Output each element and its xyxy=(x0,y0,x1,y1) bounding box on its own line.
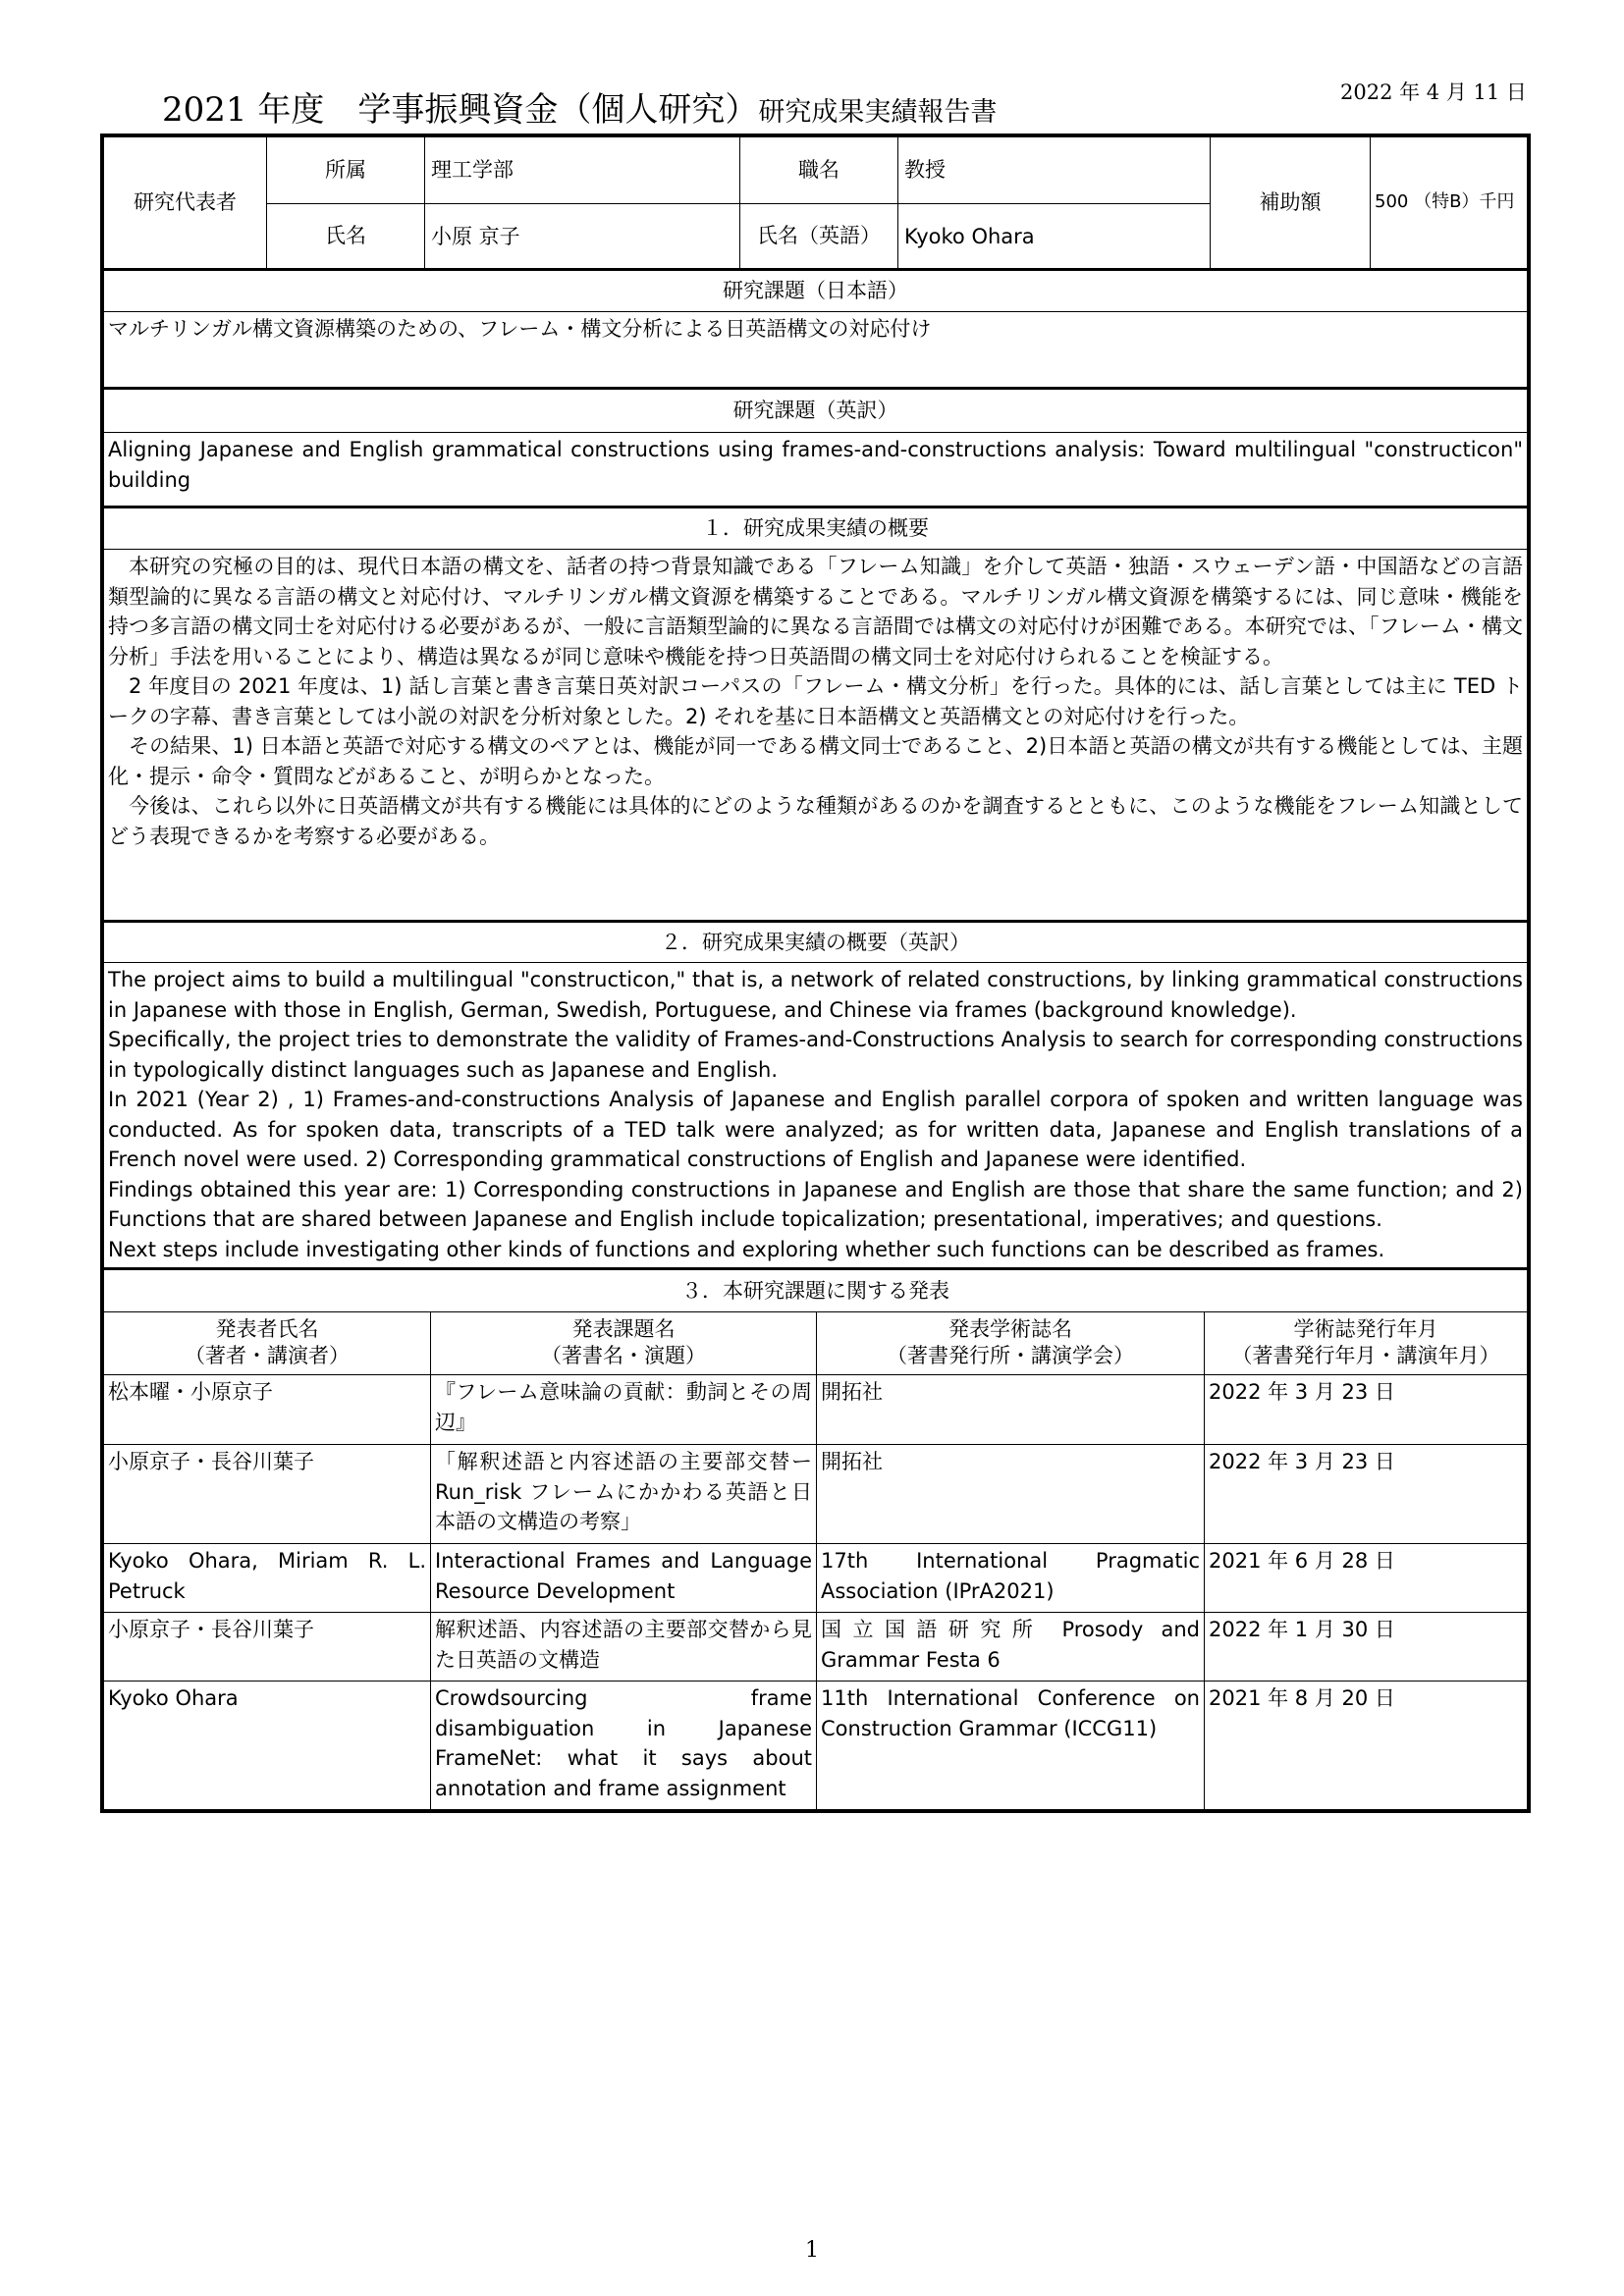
table-cell-venue: 17th International Pragmatic Association (IPrA2021) xyxy=(817,1544,1205,1613)
name-en-label: 氏名（英語） xyxy=(740,204,898,271)
column-header-line: 発表課題名 xyxy=(571,1317,676,1341)
document-title xyxy=(162,82,997,131)
table-cell-title: 解釈述語、内容述語の主要部交替から見た日英語の文構造 xyxy=(431,1613,817,1682)
column-header-line: 学術誌発行年月 xyxy=(1293,1317,1438,1341)
column-header-line: 発表学術誌名 xyxy=(948,1317,1072,1341)
table-cell-title: 「解釈述語と内容述語の主要部交替ー Run_risk フレームにかかわる英語と日本語の文構造の考察」 xyxy=(431,1445,817,1544)
table-cell-venue: 国立国語研究所 Prosody and Grammar Festa 6 xyxy=(817,1613,1205,1682)
position-value: 教授 xyxy=(898,137,1211,204)
summary-ja-paragraph: 今後は、これら以外に日英語構文が共有する機能には具体的にどのような種類があるのかを調査するとともに、このような機能をフレーム知識としてどう表現できるかを考察する必要がある。 xyxy=(108,794,1523,848)
column-header-line: （著書発行所・講演学会） xyxy=(887,1344,1134,1367)
name-value: 小原 京子 xyxy=(425,204,740,271)
table-cell-title: Interactional Frames and Language Resource Development xyxy=(431,1544,817,1613)
summary-ja-paragraph: その結果、1) 日本語と英語で対応する構文のペアとは、機能が同一である構文同士であること、2)日本語と英語の構文が共有する機能としては、主題化・提示・命令・質問などがあること、が明らかとなった。 xyxy=(108,734,1523,788)
report-form xyxy=(100,133,1531,1813)
summary-ja-paragraph: 2 年度目の 2021 年度は、1) 話し言葉と書き言葉日英対訳コーパスの「フレーム・構文分析」を行った。具体的には、話し言葉としては主に TED トークの字幕、書き言葉としては小説の対訳を分析対象とした。2) それを基に日本語構文と英語構文との対応付けを行った。 xyxy=(108,674,1523,728)
summary-en-paragraph: The project aims to build a multilingual "constructicon," that is, a network of related constructions, by linking grammatical constructions in Japanese with those in English, German, Swedish, Portuguese, and Chinese via frames (background knowledge). xyxy=(108,968,1523,1022)
presentations-header: ３．本研究課題に関する発表 xyxy=(104,1270,1527,1312)
table-cell-date: 2022 年 3 月 23 日 xyxy=(1205,1375,1527,1445)
column-header-venue xyxy=(817,1312,1205,1375)
representative-label: 研究代表者 xyxy=(104,137,267,271)
table-cell-title: Crowdsourcing frame disambiguation in Japanese FrameNet: what it says about annotation and frame assignment xyxy=(431,1682,817,1812)
topic-en-header: 研究課題（英訳） xyxy=(104,390,1527,433)
page-number: 1 xyxy=(805,2238,819,2263)
column-header-line: （著者・講演者） xyxy=(185,1344,350,1367)
summary-en-body xyxy=(104,963,1527,1270)
topic-ja-header: 研究課題（日本語） xyxy=(104,271,1527,312)
name-label: 氏名 xyxy=(267,204,425,271)
table-cell-presenter: 小原京子・長谷川葉子 xyxy=(104,1445,431,1544)
affiliation-label: 所属 xyxy=(267,137,425,204)
table-cell-date: 2022 年 3 月 23 日 xyxy=(1205,1445,1527,1544)
table-cell-venue: 11th International Conference on Construction Grammar (ICCG11) xyxy=(817,1682,1205,1812)
title-sub: 研究成果実績報告書 xyxy=(758,97,998,128)
column-header-line: （著書名・演題） xyxy=(541,1344,706,1367)
table-cell-presenter: Kyoko Ohara, Miriam R. L. Petruck xyxy=(104,1544,431,1613)
affiliation-value: 理工学部 xyxy=(425,137,740,204)
summary-ja-paragraph: 本研究の究極の目的は、現代日本語の構文を、話者の持つ背景知識である「フレーム知識」を介して英語・独語・スウェーデン語・中国語などの言語類型論的に異なる言語の構文と対応付け、マルチリンガル構文資源を構築することである。マルチリンガル構文資源を構築するには、同じ意味・機能を持つ多言語の構文同士を対応付ける必要があるが、一般に言語類型論的に異なる言語間では構文の対応付けが困難である。本研究では、「フレーム・構文分析」手法を用いることにより、構造は異なるが同じ意味や機能を持つ日英語間の構文同士を対応付けられることを検証する。 xyxy=(108,555,1523,668)
summary-en-paragraph: Findings obtained this year are: 1) Corresponding constructions in Japanese and English are those that share the same function; and 2) Functions that are shared between Japanese and English include topicalization; presentational, imperatives; and questions. xyxy=(108,1177,1523,1231)
grant-value: 500 （特B）千円 xyxy=(1371,137,1527,271)
table-cell-date: 2022 年 1 月 30 日 xyxy=(1205,1613,1527,1682)
name-en-value: Kyoko Ohara xyxy=(898,204,1211,271)
column-header-line: （著書発行年月・講演年月） xyxy=(1231,1344,1500,1367)
table-cell-presenter: Kyoko Ohara xyxy=(104,1682,431,1812)
title-main: 2021 年度 学事振興資金（個人研究） xyxy=(162,90,759,130)
table-cell-title: 『フレーム意味論の貢献：動詞とその周辺』 xyxy=(431,1375,817,1445)
column-header-title xyxy=(431,1312,817,1375)
column-header-presenter xyxy=(104,1312,431,1375)
table-cell-date: 2021 年 6 月 28 日 xyxy=(1205,1544,1527,1613)
summary-en-header: ２．研究成果実績の概要（英訳） xyxy=(104,923,1527,963)
table-cell-venue: 開拓社 xyxy=(817,1375,1205,1445)
summary-en-paragraph: In 2021 (Year 2) , 1) Frames-and-constructions Analysis of Japanese and English parallel corpora of spoken and written language was conducted. As for spoken data, transcripts of a TED talk were analyzed; as for written data, Japanese and English translations of a French novel were used. 2) Corresponding grammatical constructions of English and Japanese were identified. xyxy=(108,1088,1523,1171)
report-date: 2022 年 4 月 11 日 xyxy=(1340,80,1527,104)
column-header-line: 発表者氏名 xyxy=(215,1317,319,1341)
column-header-date xyxy=(1205,1312,1527,1375)
position-label: 職名 xyxy=(740,137,898,204)
table-cell-presenter: 小原京子・長谷川葉子 xyxy=(104,1613,431,1682)
table-cell-venue: 開拓社 xyxy=(817,1445,1205,1544)
grant-label: 補助額 xyxy=(1211,137,1371,271)
summary-ja-header: １．研究成果実績の概要 xyxy=(104,508,1527,550)
topic-en-text: Aligning Japanese and English grammatical constructions using frames-and-constructions analysis: Toward multilingual "constructicon" building xyxy=(104,433,1527,508)
summary-ja-body xyxy=(104,550,1527,923)
table-cell-date: 2021 年 8 月 20 日 xyxy=(1209,1686,1395,1710)
table-cell-presenter: 松本曜・小原京子 xyxy=(104,1375,431,1445)
topic-ja-text: マルチリンガル構文資源構築のための、フレーム・構文分析による日英語構文の対応付け xyxy=(104,312,1527,390)
summary-en-paragraph: Next steps include investigating other kinds of functions and exploring whether such functions can be described as frames. xyxy=(108,1237,1385,1261)
summary-en-paragraph: Specifically, the project tries to demonstrate the validity of Frames-and-Constructions Analysis to search for corresponding constructions in typologically distinct languages such as Japanese and English. xyxy=(108,1028,1523,1082)
